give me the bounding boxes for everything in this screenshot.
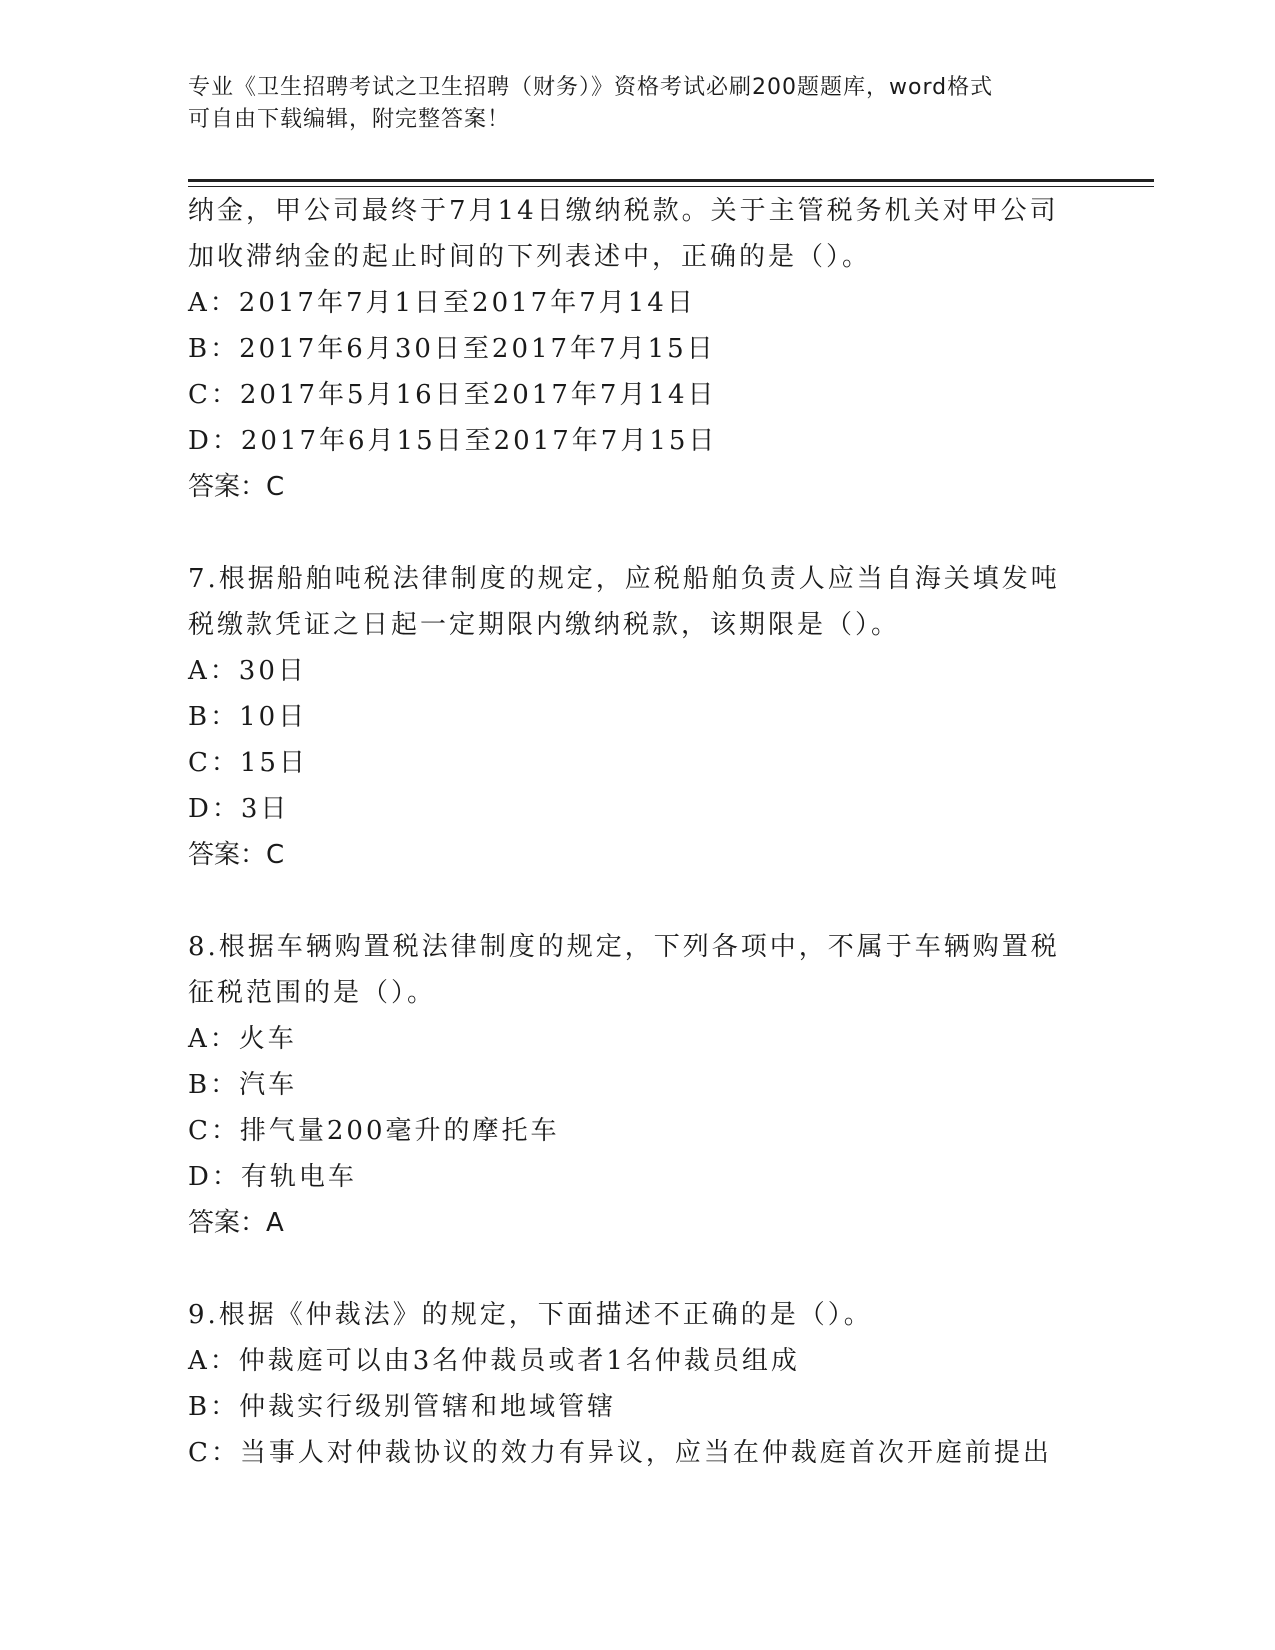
question-6-block xyxy=(188,188,1088,510)
option-d: D：3日 xyxy=(188,794,290,824)
option-b: B：10日 xyxy=(188,702,308,732)
answer-line: 答案：C xyxy=(188,840,285,870)
answer-line: 答案：A xyxy=(188,1208,284,1238)
spacer xyxy=(188,878,1088,924)
header-title-line-1: 专业《卫生招聘考试之卫生招聘（财务）》资格考试必刷200题题库，word格式 xyxy=(188,75,994,100)
question-stem-line: 税缴款凭证之日起一定期限内缴纳税款，该期限是（）。 xyxy=(188,610,901,640)
header-divider-thick xyxy=(188,179,1154,182)
question-8-block xyxy=(188,924,1088,1246)
question-stem-line: 加收滞纳金的起止时间的下列表述中，正确的是（）。 xyxy=(188,242,872,272)
option-d: D：有轨电车 xyxy=(188,1162,357,1192)
option-c: C：排气量200毫升的摩托车 xyxy=(188,1116,560,1146)
question-7-block xyxy=(188,556,1088,878)
question-stem-line: 8.根据车辆购置税法律制度的规定，下列各项中，不属于车辆购置税 xyxy=(188,932,1060,962)
option-b: B：仲裁实行级别管辖和地域管辖 xyxy=(188,1392,617,1422)
spacer xyxy=(188,1246,1088,1292)
header-title-line-2: 可自由下载编辑，附完整答案！ xyxy=(188,107,511,132)
question-list xyxy=(188,188,1088,1476)
question-stem-line: 9.根据《仲裁法》的规定，下面描述不正确的是（）。 xyxy=(188,1300,873,1330)
header-divider-thin xyxy=(188,186,1154,187)
page-header xyxy=(188,72,1068,136)
answer-line: 答案：C xyxy=(188,472,285,502)
question-stem-line: 征税范围的是（）。 xyxy=(188,978,437,1008)
question-9-block xyxy=(188,1292,1088,1476)
option-c: C：15日 xyxy=(188,748,308,778)
option-a: A：2017年7月1日至2017年7月14日 xyxy=(188,288,696,318)
option-b: B：汽车 xyxy=(188,1070,298,1100)
option-a: A：火车 xyxy=(188,1024,297,1054)
question-stem-line: 纳金，甲公司最终于7月14日缴纳税款。关于主管税务机关对甲公司 xyxy=(188,196,1059,226)
option-a: A：30日 xyxy=(188,656,307,686)
option-a: A：仲裁庭可以由3名仲裁员或者1名仲裁员组成 xyxy=(188,1346,800,1376)
option-c: C：当事人对仲裁协议的效力有异议，应当在仲裁庭首次开庭前提出 xyxy=(188,1438,1052,1468)
question-stem-line: 7.根据船舶吨税法律制度的规定，应税船舶负责人应当自海关填发吨 xyxy=(188,564,1060,594)
spacer xyxy=(188,510,1088,556)
option-d: D：2017年6月15日至2017年7月15日 xyxy=(188,426,718,456)
option-c: C：2017年5月16日至2017年7月14日 xyxy=(188,380,717,410)
option-b: B：2017年6月30日至2017年7月15日 xyxy=(188,334,716,364)
